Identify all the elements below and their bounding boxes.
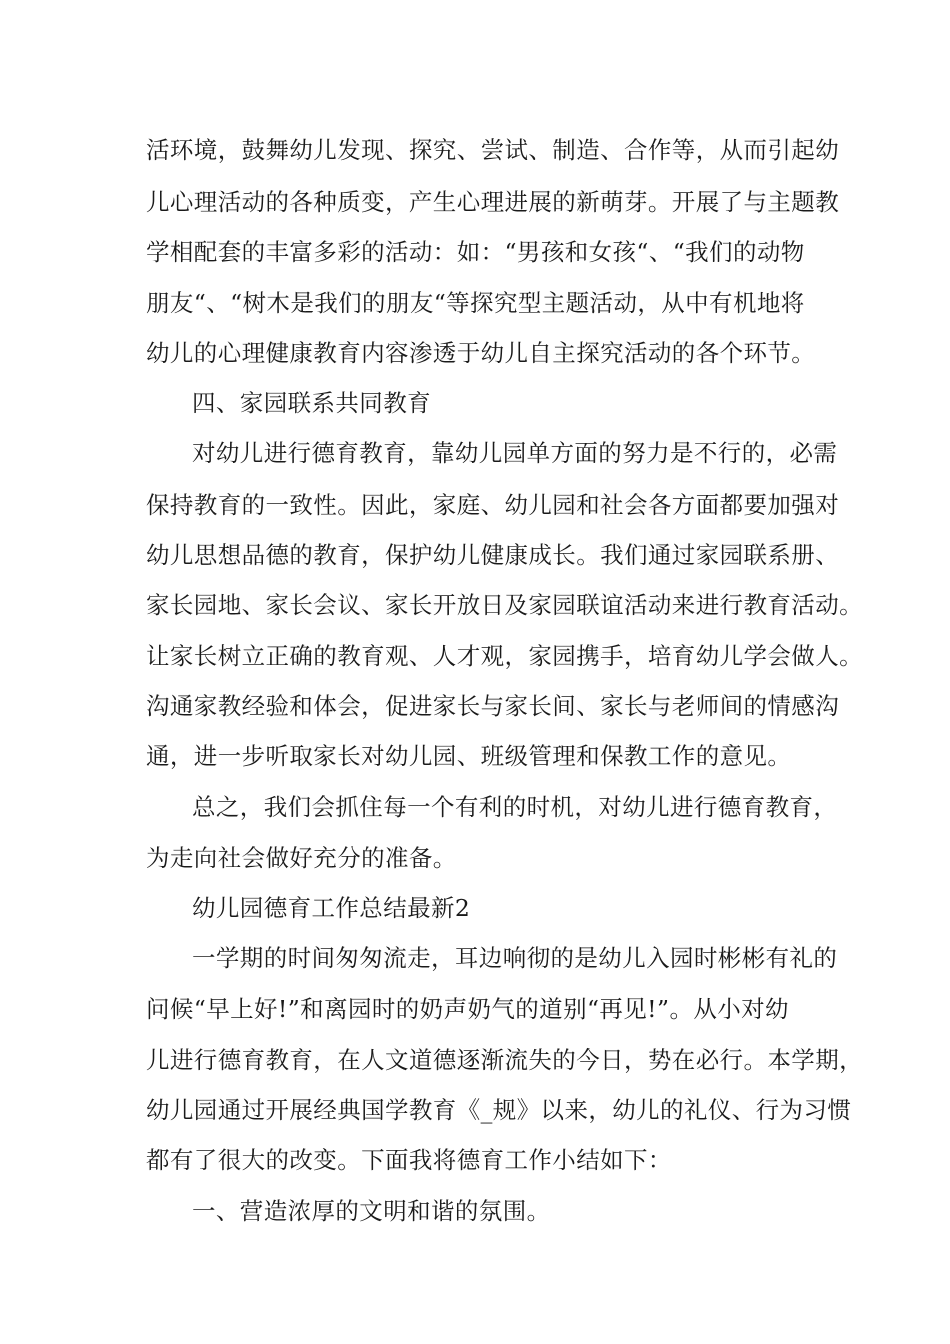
body-text-line: 幼儿的心理健康教育内容渗透于幼儿自主探究活动的各个环节。 <box>146 339 816 367</box>
body-text-line: 问候“早上好!”和离园时的奶声奶气的道别“再见!”。从小对幼 <box>146 995 789 1023</box>
body-text-line: 都有了很大的改变。下面我将德育工作小结如下： <box>146 1146 672 1174</box>
body-text-line: 幼儿园通过开展经典国学教育《_规》以来，幼儿的礼仪、行为习惯 <box>146 1096 852 1124</box>
body-text-line: 对幼儿进行德育教育，靠幼儿园单方面的努力是不行的，必需 <box>192 439 838 467</box>
body-text-line: 保持教育的一致性。因此，家庭、幼儿园和社会各方面都要加强对 <box>146 491 840 519</box>
body-text-line: 通，进一步听取家长对幼儿园、班级管理和保教工作的意见。 <box>146 742 792 770</box>
body-text-line: 儿心理活动的各种质变，产生心理进展的新萌芽。开展了与主题教 <box>146 188 840 216</box>
body-text-line: 幼儿思想品德的教育，保护幼儿健康成长。我们通过家园联系册、 <box>146 541 840 569</box>
section-title: 幼儿园德育工作总结最新2 <box>192 894 471 922</box>
body-text-line: 活环境，鼓舞幼儿发现、探究、尝试、制造、合作等，从而引起幼 <box>146 136 840 164</box>
body-text-line: 儿进行德育教育，在人文道德逐渐流失的今日，势在必行。本学期， <box>146 1046 863 1074</box>
section-heading: 一、营造浓厚的文明和谐的氛围。 <box>192 1197 551 1225</box>
body-text-line: 家长园地、家长会议、家长开放日及家园联谊活动来进行教育活动。 <box>146 591 863 619</box>
body-text-line: 学相配套的丰富多彩的活动：如：“男孩和女孩“、“我们的动物 <box>146 238 805 266</box>
body-text-line: 一学期的时间匆匆流走，耳边响彻的是幼儿入园时彬彬有礼的 <box>192 944 838 972</box>
body-text-line: 沟通家教经验和体会，促进家长与家长间、家长与老师间的情感沟 <box>146 692 840 720</box>
section-heading: 四、家园联系共同教育 <box>192 389 431 417</box>
body-text-line: 让家长树立正确的教育观、人才观，家园携手，培育幼儿学会做人。 <box>146 642 863 670</box>
body-text-line: 总之，我们会抓住每一个有利的时机，对幼儿进行德育教育， <box>192 793 838 821</box>
body-text-line: 朋友“、“树木是我们的朋友“等探究型主题活动，从中有机地将 <box>146 289 805 317</box>
body-text-line: 为走向社会做好充分的准备。 <box>146 844 457 872</box>
